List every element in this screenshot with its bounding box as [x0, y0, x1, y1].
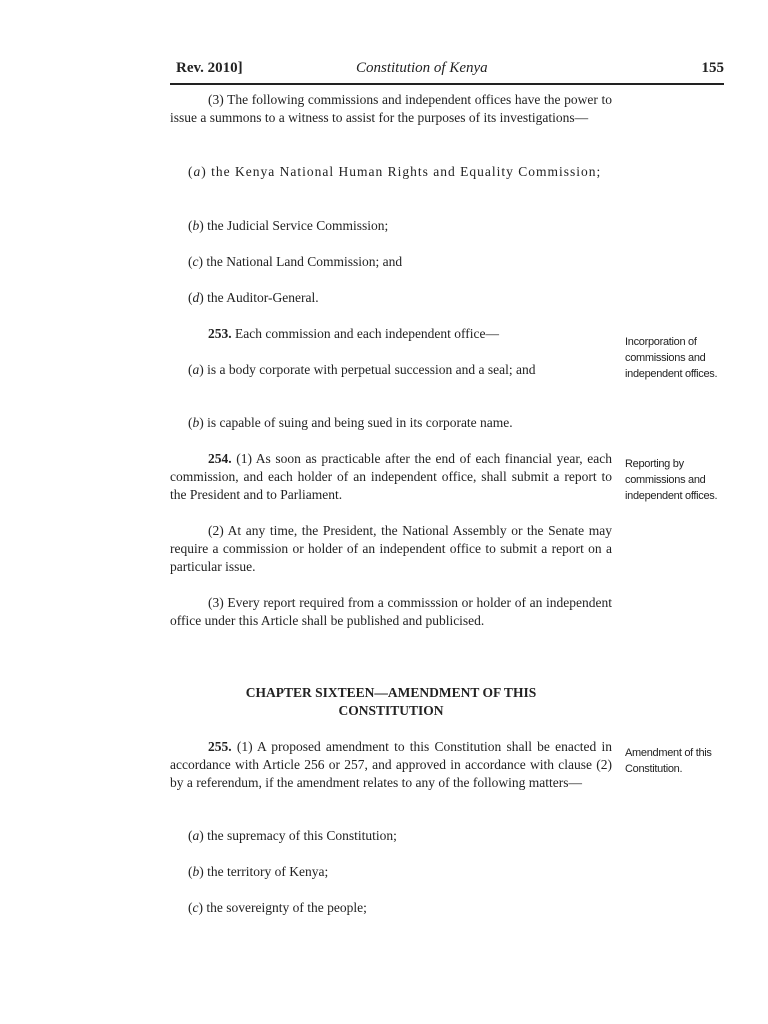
article-254-clause-2: (2) At any time, the President, the National Assembly or the Senate may require a commission or holder of an independent office to submit a report on a particular issue.	[170, 523, 612, 574]
document-title: Constitution of Kenya	[356, 60, 488, 76]
item-letter: a	[193, 164, 202, 179]
article-254-clause-1	[170, 450, 612, 504]
article-text: Each commission and each independent office—	[235, 326, 500, 341]
article-text: (1) A proposed amendment to this Constitution shall be enacted in accordance with Article 256 or 257, and approved in accordance with clause (2) by a referendum, if the amendment relates to any of the following matters—	[170, 739, 612, 790]
item-letter: a	[192, 828, 200, 843]
margin-note-article-255: Amendment of this Constitution.	[625, 747, 712, 775]
article-number: 254.	[208, 451, 232, 466]
list-item: (c) the National Land Commission; and	[188, 254, 403, 269]
item-text: the sovereignty of the people;	[206, 900, 367, 915]
item-text: is a body corporate with perpetual succession and a seal; and	[207, 362, 536, 377]
list-item: (b) is capable of suing and being sued in its corporate name.	[188, 415, 513, 430]
chapter-heading-line-1: CHAPTER SIXTEEN—AMENDMENT OF THIS	[245, 685, 537, 700]
chapter-heading-line-2: CONSTITUTION	[338, 703, 444, 718]
item-letter: a	[192, 362, 200, 377]
article-255-clause-1	[170, 738, 612, 792]
item-text: the Kenya National Human Rights and Equality Commission;	[211, 164, 602, 179]
article-254-clause-3: (3) Every report required from a commisssion or holder of an independent office under this Article shall be published and publicised.	[170, 595, 612, 628]
list-item: (d) the Auditor-General.	[188, 290, 319, 305]
item-text: the Auditor-General.	[207, 290, 319, 305]
item-letter: b	[192, 415, 200, 430]
article-253-intro	[170, 325, 612, 343]
item-text: the Judicial Service Commission;	[207, 218, 389, 233]
article-text: (1) As soon as practicable after the end of each financial year, each commission, and each holder of an independent office, shall submit a report to the President and to Parliament.	[170, 451, 612, 502]
list-item: (a) the Kenya National Human Rights and Equality Commission;	[188, 164, 602, 179]
article-252-clause-3: (3) The following commissions and independent offices have the power to issue a summons to a witness to assist for the purposes of its investigations—	[170, 92, 612, 125]
article-number: 253.	[208, 326, 232, 341]
list-item: (c) the sovereignty of the people;	[188, 900, 367, 915]
item-text: the territory of Kenya;	[207, 864, 329, 879]
margin-note-article-253: Incorporation of commissions and independent offices.	[625, 336, 718, 380]
item-letter: c	[192, 900, 199, 915]
chapter-heading	[170, 684, 612, 720]
revision-label: Rev. 2010]	[176, 60, 243, 76]
header-rule	[170, 83, 724, 85]
list-item: (b) the territory of Kenya;	[188, 864, 329, 879]
item-text: is capable of suing and being sued in its corporate name.	[207, 415, 513, 430]
list-item: (a) the supremacy of this Constitution;	[188, 828, 397, 843]
list-item: (b) the Judicial Service Commission;	[188, 218, 389, 233]
item-text: the supremacy of this Constitution;	[207, 828, 397, 843]
item-letter: c	[192, 254, 199, 269]
item-letter: b	[192, 864, 200, 879]
item-text: the National Land Commission; and	[206, 254, 403, 269]
list-item: (a) is a body corporate with perpetual succession and a seal; and	[188, 362, 536, 377]
page-number: 155	[701, 60, 724, 76]
running-header	[170, 60, 724, 82]
article-number: 255.	[208, 739, 232, 754]
item-letter: d	[192, 290, 200, 305]
margin-note-article-254: Reporting by commissions and independent offices.	[625, 458, 718, 502]
item-letter: b	[192, 218, 200, 233]
